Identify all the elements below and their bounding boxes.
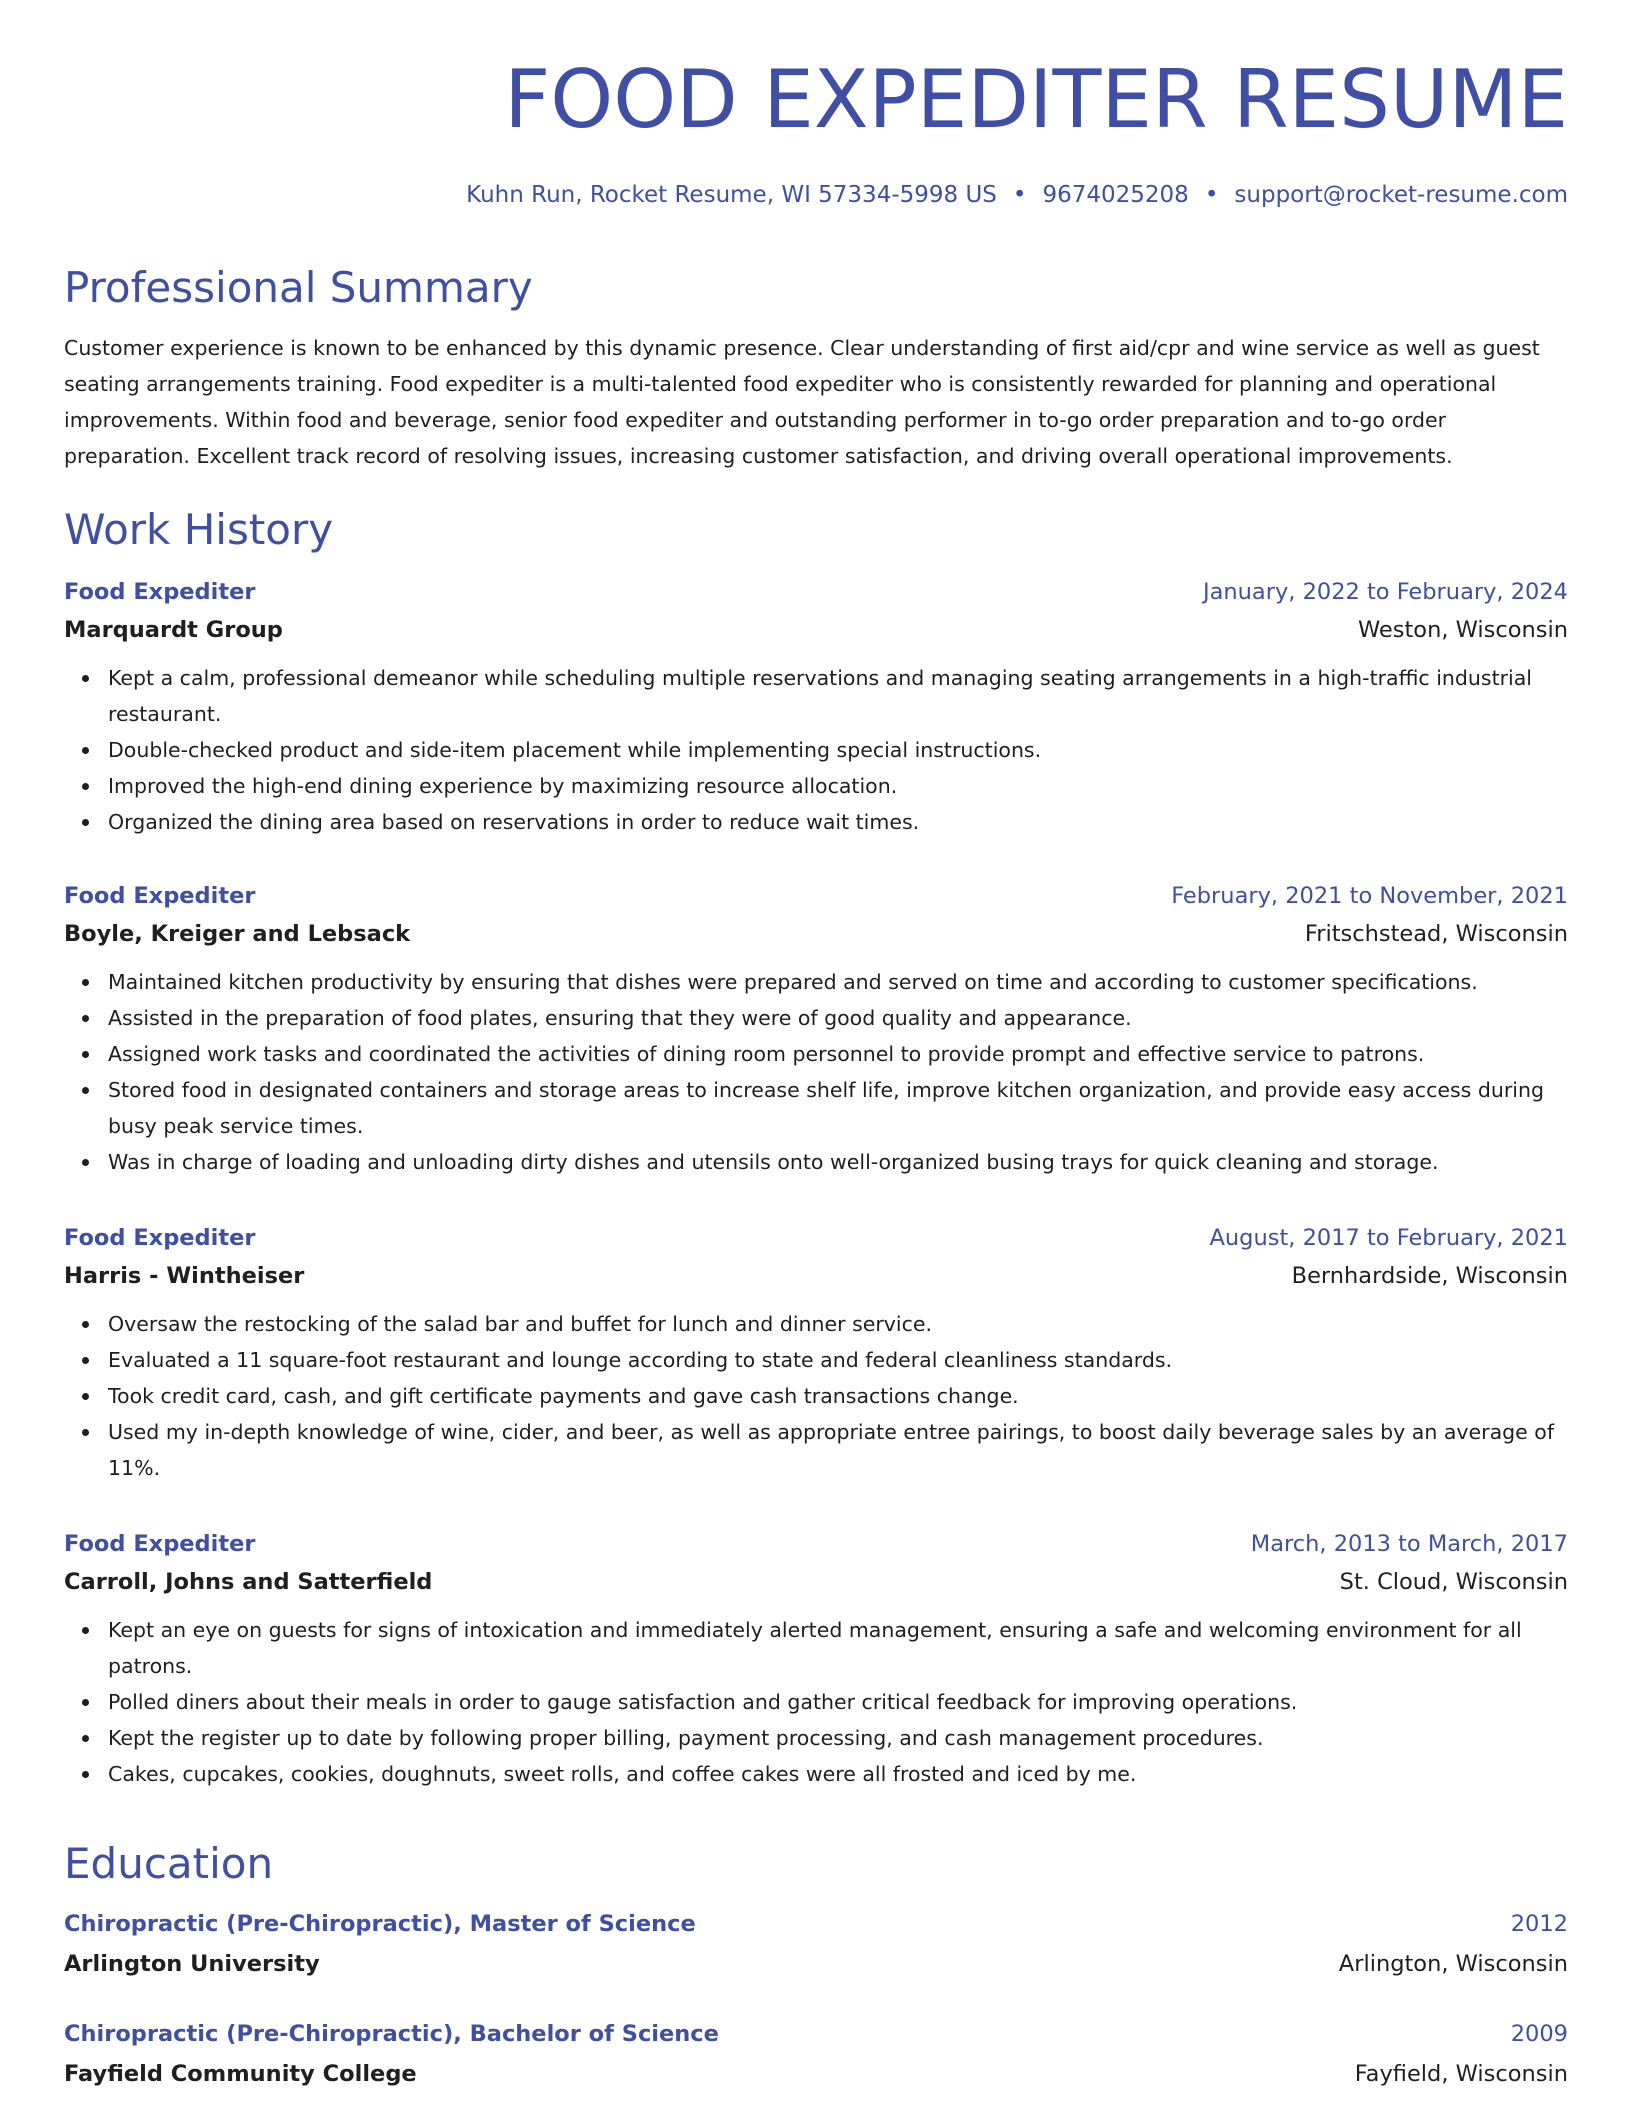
job-bullet: Took credit card, cash, and gift certificate payments and gave cash transactions change. [108,1378,1568,1414]
job-location: St. Cloud, Wisconsin [1339,1569,1568,1595]
job-location: Bernhardside, Wisconsin [1291,1263,1568,1289]
employer-name: Boyle, Kreiger and Lebsack [64,921,411,947]
education-entry [64,1908,1568,1980]
graduation-year: 2012 [1510,1911,1568,1937]
job-entry [64,576,1568,840]
job-entry [64,1528,1568,1792]
school-location: Arlington, Wisconsin [1338,1951,1568,1977]
job-bullet: Used my in-depth knowledge of wine, cider, and beer, as well as appropriate entree pairings, to boost daily beverage sales by an average of 11%. [108,1414,1568,1486]
employer-name: Harris - Wintheiser [64,1263,305,1289]
contact-address: Kuhn Run, Rocket Resume, WI 57334-5998 US [466,182,997,208]
job-bullet: Stored food in designated containers and storage areas to increase shelf life, improve kitchen organization, and provide easy access during busy peak service times. [108,1072,1568,1144]
education-entry [64,2018,1568,2090]
graduation-year: 2009 [1510,2021,1568,2047]
job-bullet: Maintained kitchen productivity by ensuring that dishes were prepared and served on time and according to customer specifications. [108,964,1568,1000]
job-bullet: Kept an eye on guests for signs of intoxication and immediately alerted management, ensuring a safe and welcoming environment for all patrons. [108,1612,1568,1684]
work-history-section [64,504,1568,556]
job-location: Fritschstead, Wisconsin [1304,921,1568,947]
job-title: Food Expediter [64,883,256,909]
job-bullet: Kept a calm, professional demeanor while scheduling multiple reservations and managing seating arrangements in a high-traffic industrial restaurant. [108,660,1568,732]
job-bullet: Organized the dining area based on reservations in order to reduce wait times. [108,804,1568,840]
education-section [64,1838,1568,1890]
contact-line [64,180,1568,210]
job-title: Food Expediter [64,1225,256,1251]
section-title-summary: Professional Summary [64,263,533,312]
job-title: Food Expediter [64,1531,256,1557]
job-bullet: Polled diners about their meals in order to gauge satisfaction and gather critical feedback for improving operations. [108,1684,1568,1720]
job-bullets [64,964,1568,1180]
summary-text: Customer experience is known to be enhanced by this dynamic presence. Clear understanding of first aid/cpr and wine service as well as guest seating arrangements training. Food expediter is a multi-talented food expediter who is consistently rewarded for planning and operational improvements. Within food and beverage, senior food expediter and outstanding performer in to-go order preparation and to-go order preparation. Excellent track record of resolving issues, increasing customer satisfaction, and driving overall operational improvements. [64,336,1540,468]
job-dates: March, 2013 to March, 2017 [1250,1531,1568,1557]
job-dates: August, 2017 to February, 2021 [1209,1225,1568,1251]
school-location: Fayfield, Wisconsin [1354,2061,1568,2087]
resume-title: FOOD EXPEDITER RESUME [504,53,1568,146]
job-bullet: Assisted in the preparation of food plates, ensuring that they were of good quality and appearance. [108,1000,1568,1036]
degree-name: Chiropractic (Pre-Chiropractic), Bachelor of Science [64,2021,719,2047]
job-title: Food Expediter [64,579,256,605]
contact-email[interactable]: support@rocket-resume.com [1234,182,1568,208]
job-bullet: Oversaw the restocking of the salad bar and buffet for lunch and dinner service. [108,1306,1568,1342]
job-dates: January, 2022 to February, 2024 [1202,579,1568,605]
school-name: Arlington University [64,1951,320,1977]
job-bullets [64,1612,1568,1792]
job-location: Weston, Wisconsin [1357,617,1568,643]
job-bullet: Double-checked product and side-item placement while implementing special instructions. [108,732,1568,768]
contact-separator: • [1204,182,1219,208]
job-bullet: Evaluated a 11 square-foot restaurant and lounge according to state and federal cleanliness standards. [108,1342,1568,1378]
resume-header [64,52,1568,148]
employer-name: Marquardt Group [64,617,283,643]
contact-phone: 9674025208 [1042,182,1189,208]
job-bullet: Was in charge of loading and unloading dirty dishes and utensils onto well-organized busing trays for quick cleaning and storage. [108,1144,1568,1180]
job-dates: February, 2021 to November, 2021 [1171,883,1568,909]
summary-section [64,262,1568,474]
job-bullets [64,1306,1568,1486]
job-bullets [64,660,1568,840]
job-entry [64,880,1568,1180]
contact-separator: • [1012,182,1027,208]
job-bullet: Kept the register up to date by following proper billing, payment processing, and cash management procedures. [108,1720,1568,1756]
school-name: Fayfield Community College [64,2061,417,2087]
job-bullet: Improved the high-end dining experience by maximizing resource allocation. [108,768,1568,804]
job-bullet: Assigned work tasks and coordinated the activities of dining room personnel to provide prompt and effective service to patrons. [108,1036,1568,1072]
job-bullet: Cakes, cupcakes, cookies, doughnuts, sweet rolls, and coffee cakes were all frosted and iced by me. [108,1756,1568,1792]
degree-name: Chiropractic (Pre-Chiropractic), Master of Science [64,1911,696,1937]
job-entry [64,1222,1568,1486]
section-title-work-history: Work History [64,505,334,554]
section-title-education: Education [64,1839,274,1888]
employer-name: Carroll, Johns and Satterfield [64,1569,433,1595]
